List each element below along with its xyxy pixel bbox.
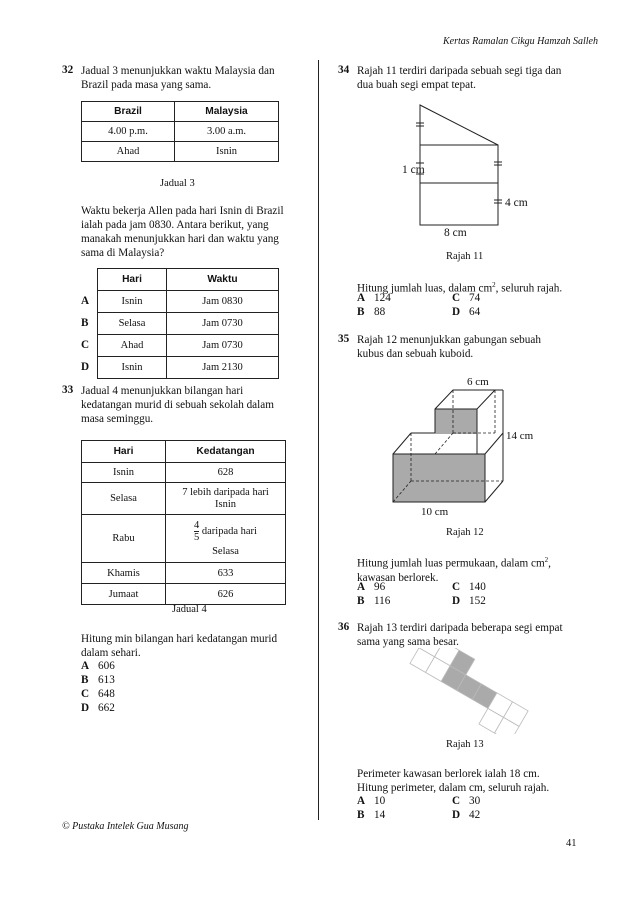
q32-cell: Ahad	[82, 142, 175, 162]
option-value: 124	[374, 292, 391, 304]
q36-option-c[interactable]	[452, 794, 480, 808]
q35-number: 35	[338, 333, 350, 345]
q33-fraction	[194, 520, 199, 543]
q33-header-day: Hari	[82, 441, 166, 463]
q33-fraction-denominator: 5	[194, 532, 200, 543]
option-letter: C	[452, 292, 461, 304]
q35-question-line: kawasan berlorek.	[357, 571, 439, 584]
option-letter: A	[357, 581, 366, 593]
option-value: 74	[469, 292, 481, 304]
page-header: Kertas Ramalan Cikgu Hamzah Salleh	[443, 36, 598, 47]
q34-question-text: Hitung jumlah luas, dalam cm	[357, 282, 493, 295]
option-letter: B	[81, 674, 89, 686]
q33-day: Khamis	[82, 563, 166, 584]
option-letter: C	[81, 688, 90, 700]
q35-text	[357, 333, 541, 361]
q32-text-line2: Brazil pada masa yang sama.	[81, 79, 212, 91]
option-value: 10	[374, 795, 386, 807]
rajah-12-diagram	[385, 385, 515, 505]
rajah-11-triangle	[420, 105, 498, 145]
option-value: 613	[98, 674, 115, 686]
q33-question-line: dalam sehari.	[81, 647, 141, 659]
q32-header-brazil: Brazil	[82, 102, 175, 122]
rajah-12-caption: Rajah 12	[446, 527, 484, 538]
q34-option-c[interactable]	[452, 291, 480, 305]
q35-option-c[interactable]	[452, 580, 486, 594]
q32-question-line: sama di Malaysia?	[81, 247, 165, 259]
q32-opt-header-day: Hari	[98, 269, 167, 291]
rajah-11-label-8cm: 8 cm	[444, 227, 467, 239]
q36-option-b[interactable]	[357, 808, 385, 822]
q33-options	[81, 659, 115, 715]
q33-header-attendance: Kedatangan	[166, 441, 286, 463]
q35-text-line: kubus dan sebuah kuboid.	[357, 348, 474, 360]
q36-text-line: Rajah 13 terdiri daripada beberapa segi empat	[357, 622, 563, 634]
q32-option-b-time: Jam 0730	[167, 313, 279, 335]
option-value: 42	[469, 809, 481, 821]
option-letter: D	[452, 595, 461, 607]
q33-option-b[interactable]	[81, 673, 115, 687]
q33-number: 33	[62, 384, 74, 396]
q33-option-a[interactable]	[81, 659, 115, 673]
q34-question-text-end: , seluruh rajah.	[495, 282, 563, 295]
q33-value-line: daripada hari	[201, 525, 257, 537]
column-divider	[318, 60, 319, 820]
q32-header-malaysia: Malaysia	[175, 102, 279, 122]
option-letter: A	[81, 660, 90, 672]
q32-cell: Isnin	[175, 142, 279, 162]
q33-text-line: masa seminggu.	[81, 413, 154, 425]
q32-option-a-day: Isnin	[98, 291, 167, 313]
q36-text	[357, 621, 563, 649]
q32-question	[81, 204, 284, 260]
q33-value: 626	[166, 584, 286, 605]
q35-question-sup: 2	[544, 556, 549, 564]
option-value: 96	[374, 581, 386, 593]
q33-text-line: Jadual 4 menunjukkan bilangan hari	[81, 385, 244, 397]
option-letter: A	[357, 292, 366, 304]
q35-question-text-end: ,	[548, 557, 551, 570]
rajah-12-shaded-cube-face	[435, 409, 477, 434]
option-value: 30	[469, 795, 481, 807]
q33-option-d[interactable]	[81, 701, 115, 715]
q35-question-text: Hitung jumlah luas permukaan, dalam cm	[357, 557, 545, 570]
q33-question-line: Hitung min bilangan hari kedatangan murid	[81, 633, 278, 645]
q33-value-selasa	[166, 483, 286, 515]
q36-question	[357, 767, 549, 795]
option-value: 648	[98, 688, 115, 700]
q33-value-line: Isnin	[215, 498, 236, 510]
page-number: 41	[566, 838, 577, 849]
q32-option-d-letter[interactable]: D	[81, 361, 90, 373]
q32-option-b-day: Selasa	[98, 313, 167, 335]
rajah-11-upper-rectangle	[420, 145, 498, 183]
q32-cell: 3.00 a.m.	[175, 122, 279, 142]
option-letter: B	[357, 595, 365, 607]
q33-attendance-table	[81, 440, 286, 605]
rajah-11-label-4cm: 4 cm	[505, 197, 528, 209]
q35-option-d[interactable]	[452, 594, 486, 608]
option-value: 64	[469, 306, 481, 318]
rajah-13-diagram	[400, 648, 545, 734]
rajah-12-label-6cm: 6 cm	[467, 376, 489, 388]
q34-option-b[interactable]	[357, 305, 385, 319]
q33-day: Isnin	[82, 463, 166, 483]
q36-question-line: Hitung perimeter, dalam cm, seluruh rajah.	[357, 782, 550, 794]
option-value: 140	[469, 581, 486, 593]
q32-text-line1: Jadual 3 menunjukkan waktu Malaysia dan	[81, 65, 275, 77]
option-value: 662	[98, 702, 115, 714]
q33-value: 633	[166, 563, 286, 584]
rajah-11-caption: Rajah 11	[446, 251, 484, 262]
q32-option-a-letter[interactable]: A	[81, 295, 90, 307]
option-value: 88	[374, 306, 386, 318]
q33-day: Rabu	[82, 515, 166, 563]
q33-value-line: 7 lebih daripada hari	[182, 486, 269, 498]
rajah-11-lower-rectangle	[420, 183, 498, 225]
q32-question-line: Waktu bekerja Allen pada hari Isnin di Brazil	[81, 205, 284, 217]
q32-question-line: ialah pada jam 0830. Antara berikut, yang	[81, 219, 269, 231]
option-letter: C	[452, 581, 461, 593]
q32-opt-header-time: Waktu	[167, 269, 279, 291]
q34-number: 34	[338, 64, 350, 76]
q33-table-caption: Jadual 4	[172, 604, 207, 615]
q36-option-d[interactable]	[452, 808, 480, 822]
q32-question-line: manakah menunjukkan hari dan waktu yang	[81, 233, 279, 245]
rajah-12-label-10cm: 10 cm	[421, 506, 449, 518]
q32-number: 32	[62, 64, 74, 76]
q32-option-d-day: Isnin	[98, 357, 167, 379]
option-value: 14	[374, 809, 386, 821]
option-letter: A	[357, 795, 366, 807]
q34-option-d[interactable]	[452, 305, 480, 319]
q34-text	[357, 64, 561, 92]
option-letter: B	[357, 306, 365, 318]
q32-option-a-time: Jam 0830	[167, 291, 279, 313]
q32-option-c-letter[interactable]: C	[81, 339, 90, 351]
rajah-11-label-1cm: 1 cm	[402, 164, 425, 176]
q32-option-c-day: Ahad	[98, 335, 167, 357]
q35-question-line	[357, 553, 551, 571]
q33-text-line: kedatangan murid di sebuah sekolah dalam	[81, 399, 274, 411]
rajah-12-shaded-cuboid-face	[393, 454, 485, 502]
q35-text-line: Rajah 12 menunjukkan gabungan sebuah	[357, 334, 541, 346]
option-letter: B	[357, 809, 365, 821]
q34-text-line: Rajah 11 terdiri daripada sebuah segi tiga dan	[357, 65, 562, 77]
rajah-12-label-14cm: 14 cm	[506, 430, 534, 442]
q32-table-caption: Jadual 3	[160, 178, 195, 189]
q32-cell: 4.00 p.m.	[82, 122, 175, 142]
q33-value-rabu	[166, 515, 286, 563]
option-value: 152	[469, 595, 486, 607]
q35-option-b[interactable]	[357, 594, 390, 608]
q32-option-c-time: Jam 0730	[167, 335, 279, 357]
q33-day: Selasa	[82, 483, 166, 515]
q34-option-a[interactable]	[357, 291, 391, 305]
q33-question	[81, 632, 277, 660]
option-value: 116	[374, 595, 391, 607]
rajah-13-caption: Rajah 13	[446, 739, 484, 750]
q36-number: 36	[338, 621, 350, 633]
q36-text-line: sama yang sama besar.	[357, 636, 459, 648]
q36-question-line: Perimeter kawasan berlorek ialah 18 cm.	[357, 768, 540, 780]
q33-value: 628	[166, 463, 286, 483]
option-value: 606	[98, 660, 115, 672]
q33-option-c[interactable]	[81, 687, 115, 701]
q36-option-a[interactable]	[357, 794, 385, 808]
q33-value-line: Selasa	[212, 546, 239, 557]
q33-day: Jumaat	[82, 584, 166, 605]
q34-question-sup: 2	[492, 281, 496, 289]
q34-text-line: dua buah segi empat tepat.	[357, 79, 476, 91]
option-letter: D	[81, 702, 90, 714]
page-footer: © Pustaka Intelek Gua Musang	[62, 821, 189, 832]
q32-option-b-letter[interactable]: B	[81, 317, 89, 329]
q33-text	[81, 384, 274, 426]
option-letter: D	[452, 809, 461, 821]
option-letter: D	[452, 306, 461, 318]
q32-option-d-time: Jam 2130	[167, 357, 279, 379]
q32-options-table	[97, 268, 279, 379]
q35-option-a[interactable]	[357, 580, 385, 594]
q32-time-table	[81, 101, 279, 162]
q33-fraction-numerator: 4	[194, 520, 200, 531]
option-letter: C	[452, 795, 461, 807]
q32-text	[81, 64, 275, 92]
